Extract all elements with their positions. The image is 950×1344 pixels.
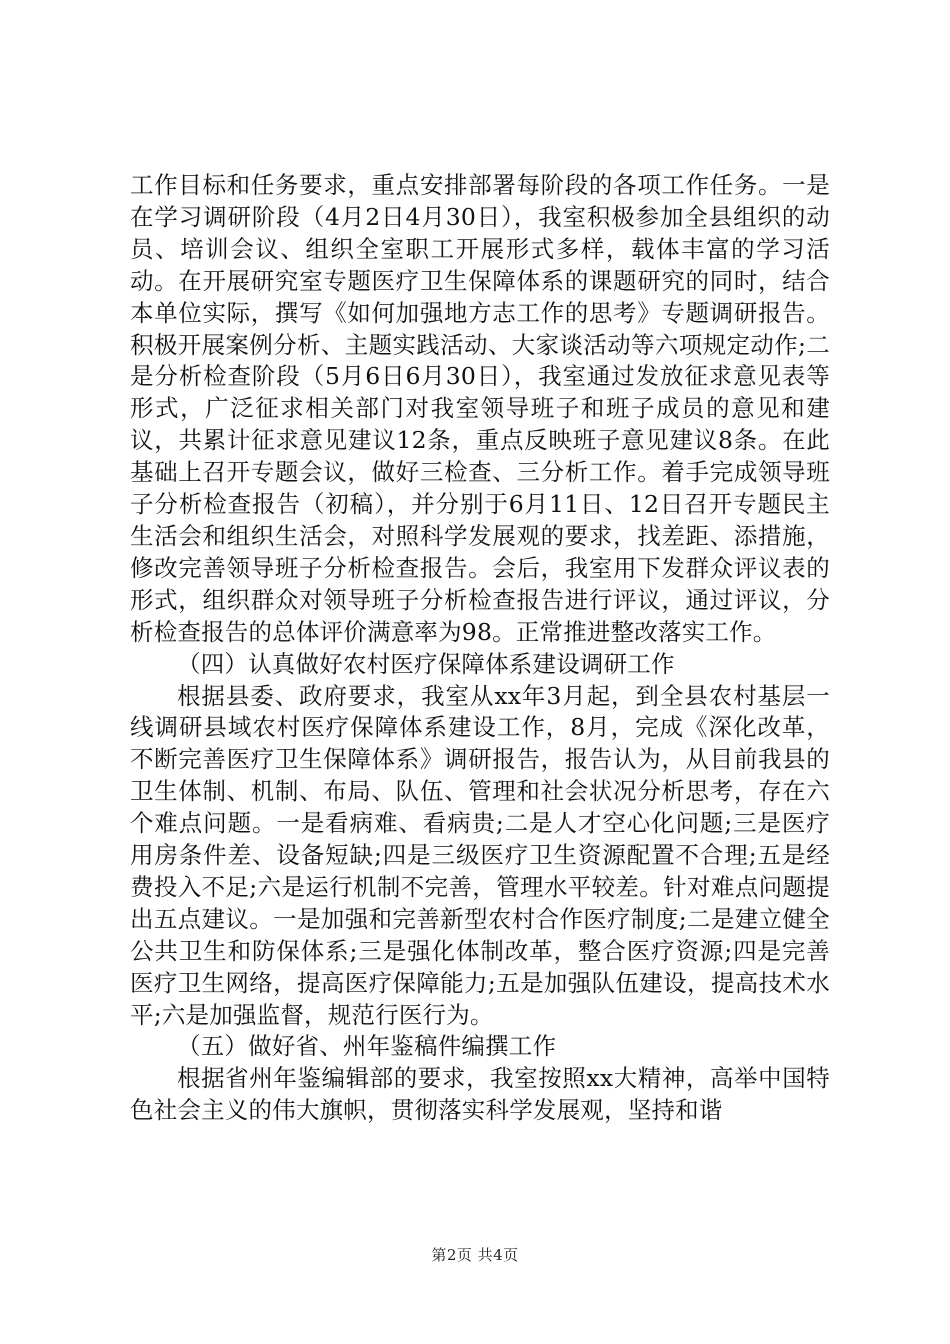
- body-paragraph-3: 根据省州年鉴编辑部的要求，我室按照xx大精神，高举中国特色社会主义的伟大旗帜，贯彻落实科学发展观，坚持和谐: [130, 1064, 830, 1125]
- body-paragraph-1: 工作目标和任务要求，重点安排部署每阶段的各项工作任务。一是在学习调研阶段（4月2日4月30日），我室积极参加全县组织的动员、培训会议、组织全室职工开展形式多样，载体丰富的学习活动。在开展研究室专题医疗卫生保障体系的课题研究的同时，结合本单位实际，撰写《如何加强地方志工作的思考》专题调研报告。积极开展案例分析、主题实践活动、大家谈活动等六项规定动作;二是分析检查阶段（5月6日6月30日），我室通过发放征求意见表等形式，广泛征求相关部门对我室领导班子和班子成员的意见和建议，共累计征求意见建议12条，重点反映班子意见建议8条。在此基础上召开专题会议，做好三检查、三分析工作。着手完成领导班子分析检查报告（初稿），并分别于6月11日、12日召开专题民主生活会和组织生活会，对照科学发展观的要求，找差距、添措施，修改完善领导班子分析检查报告。会后，我室用下发群众评议表的形式，组织群众对领导班子分析检查报告进行评议，通过评议，分析检查报告的总体评价满意率为98。正常推进整改落实工作。: [130, 171, 830, 646]
- body-paragraph-2: 根据县委、政府要求，我室从xx年3月起，到全县农村基层一线调研县域农村医疗保障体系建设工作，8月，完成《深化改革，不断完善医疗卫生保障体系》调研报告，报告认为，从目前我县的卫生体制、机制、布局、队伍、管理和社会状况分析思考，存在六个难点问题。一是看病难、看病贵;二是人才空心化问题;三是医疗用房条件差、设备短缺;四是三级医疗卫生资源配置不合理;五是经费投入不足;六是运行机制不完善，管理水平较差。针对难点问题提出五点建议。一是加强和完善新型农村合作医疗制度;二是建立健全公共卫生和防保体系;三是强化体制改革，整合医疗资源;四是完善医疗卫生网络，提高医疗保障能力;五是加强队伍建设，提高技术水平;六是加强监督，规范行医行为。: [130, 681, 830, 1029]
- section-heading-4: （四）认真做好农村医疗保障体系建设调研工作: [177, 649, 675, 678]
- section-heading-5: （五）做好省、州年鉴稿件编撰工作: [177, 1032, 557, 1061]
- page-number-footer: 第2页 共4页: [431, 1246, 519, 1264]
- document-body: [130, 170, 830, 1127]
